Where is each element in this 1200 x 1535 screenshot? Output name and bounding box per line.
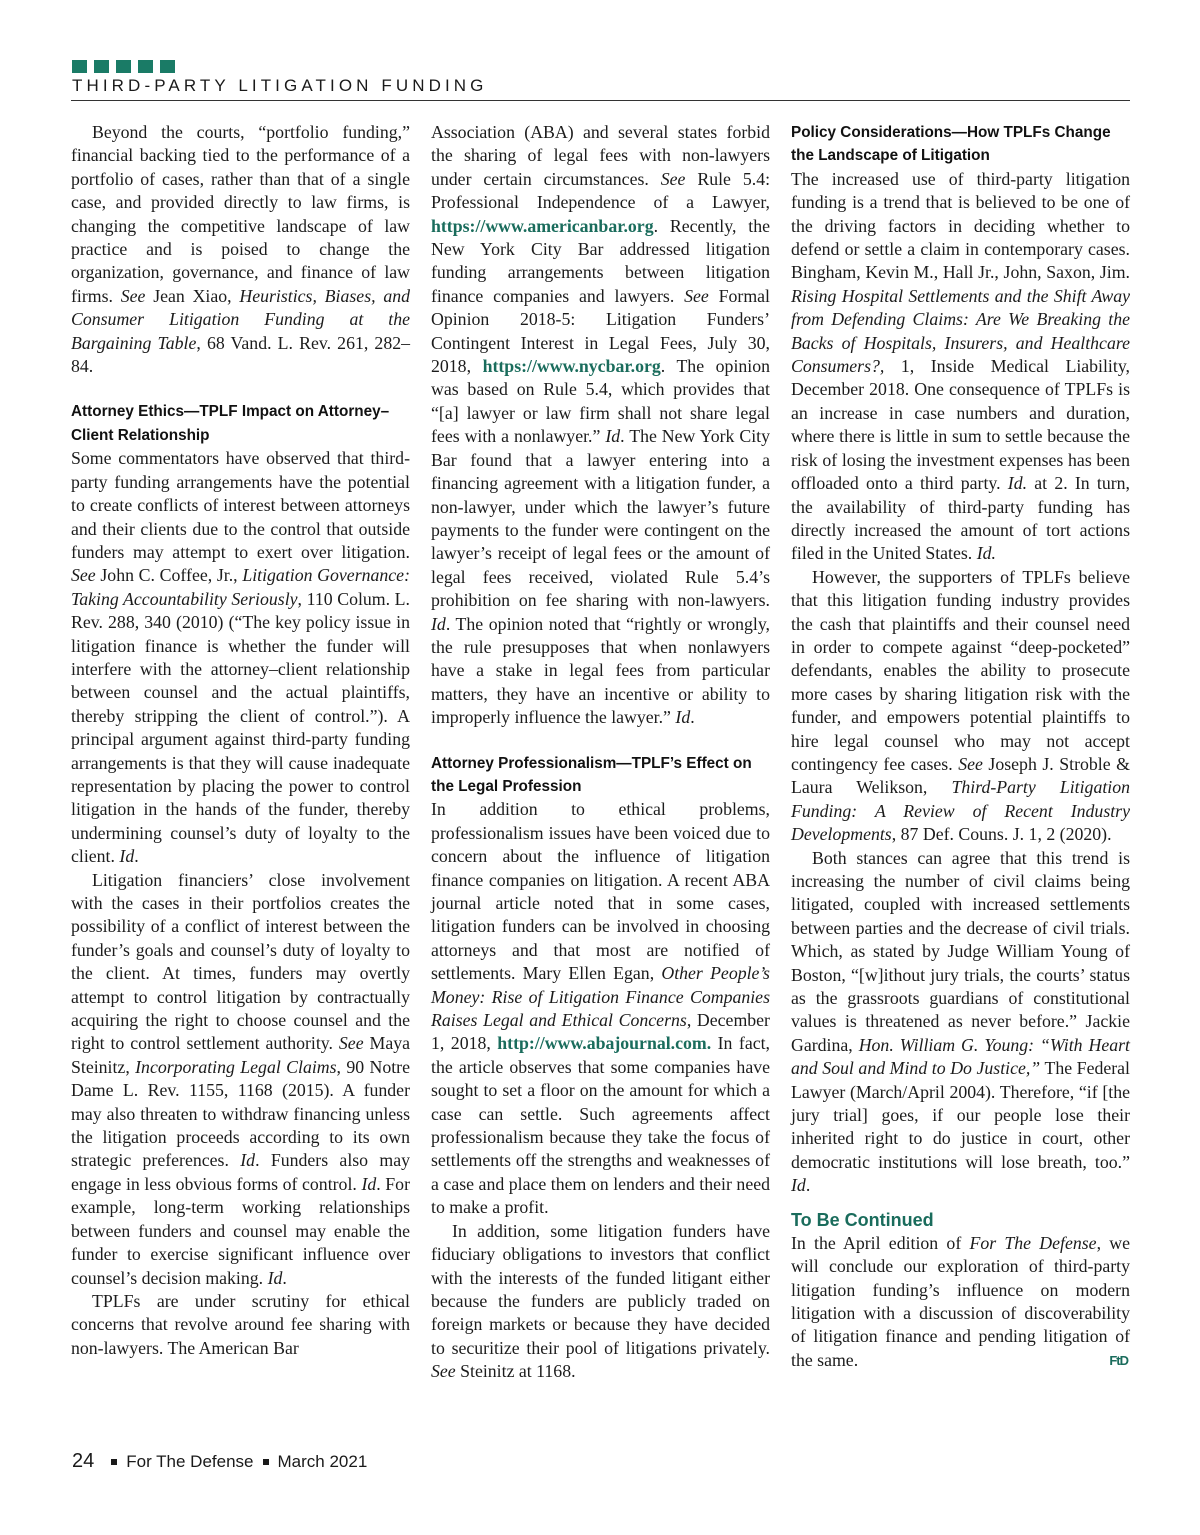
americanbar-link[interactable]: https://www.americanbar.org xyxy=(431,215,654,236)
section-title: THIRD-PARTY LITIGATION FUNDING xyxy=(72,76,488,95)
paragraph: Beyond the courts, “portfolio funding,” financial backing tied to the performance of a portfolio of cases, rather than that of a single case, and provided directly to law firms, is changing the competitive landscape of law practice and is poised to change the organization, governance, and finance of law firms. See Jean Xiao, Heuristics, Biases, and Consumer Litigation Funding at the Bargaining Table, 68 Vand. L. Rev. 261, 282–84. xyxy=(71,122,410,377)
paragraph: Both stances can agree that this trend is increasing the number of civil claims being litigated, coupled with increased settlements between parties and the decrease of civil trials. Which, as stated by Judge William Young of Boston, “[w]ithout jury trials, the courts’ status as the grassroots guardians of constitutional values is threatened as never before.” Jackie Gardina, Hon. William G. Young: “With Heart and Soul and Mind to Do Justice,” The Federal Lawyer (March/April 2004). Therefore, “if [the jury trial] goes, if our people lose their inherited right to do justice in court, other democratic institutions will lose breath, too.” Id. xyxy=(791,847,1130,1196)
publication-name: For The Defense xyxy=(126,1451,254,1471)
column-3 xyxy=(791,121,1130,1372)
to-be-continued-heading: To Be Continued xyxy=(791,1209,934,1230)
paragraph: The increased use of third-party litigation funding is a trend that is believed to be one of the driving factors in deciding whether to defend or settle a claim in contemporary cases. Bingham, Kevin M., Hall Jr., John, Saxon, Jim. Rising Hospital Settlements and the Shift Away from Defending Claims: Are We Breaking the Backs of Hospitals, Insurers, and Healthcare Consumers?, 1, Inside Medical Liability, December 2018. One consequence of TPLFs is an increase in case numbers and duration, where there is little in sum to settle because the risk of losing the investment expenses has been offloaded onto a third party. Id. at 2. In turn, the availability of third-party funding has directly increased the amount of tort actions filed in the United States. Id. xyxy=(791,168,1130,564)
nycbar-link[interactable]: https://www.nycbar.org xyxy=(482,356,661,377)
page-footer xyxy=(72,1450,367,1473)
section-marker-squares xyxy=(72,60,175,73)
bullet-icon xyxy=(111,1459,117,1465)
paragraph: TPLFs are under scrutiny for ethical concerns that revolve around fee sharing with non-lawyers. The American Bar xyxy=(71,1290,410,1358)
column-1 xyxy=(71,121,410,1360)
page-number: 24 xyxy=(72,1450,95,1472)
abajournal-link[interactable]: http://www.abajournal.com. xyxy=(497,1033,712,1054)
paragraph: In addition, some litigation funders have fiduciary obligations to investors that conflict with the interests of the funded litigant either because the funders are publicly traded on foreign markets or because they have decided to securitize their pool of litigations privately. See Steinitz at 1168. xyxy=(431,1220,770,1382)
paragraph: Litigation financiers’ close involvement with the cases in their portfolios creates the possibility of a conflict of interest between the funder’s goals and counsel’s duty of loyalty to the client. At times, funders may overtly attempt to control litigation by contractually acquiring the right to choose counsel and the right to control settlement authority. See Maya Steinitz, Incorporating Legal Claims, 90 Notre Dame L. Rev. 1155, 1168 (2015). A funder may also threaten to withdraw financing unless the litigation proceeds according to its own strategic preferences. Id. Funders also may engage in less obvious forms of control. Id. For example, long-term working relationships between funders and counsel may enable the funder to exercise significant influence over counsel’s decision making. Id. xyxy=(71,869,411,1288)
column-2 xyxy=(431,121,770,1384)
section-heading: Attorney Ethics—TPLF Impact on Attorney–Client Relationship xyxy=(71,403,390,444)
paragraph: Some commentators have observed that third-party funding arrangements have the potential to create conflicts of interest between attorneys and their clients due to the control that outside funders may attempt to exert over litigation. See John C. Coffee, Jr., Litigation Governance: Taking Accountability Seriously, 110 Colum. L. Rev. 288, 340 (2010) (“The key policy issue in litigation finance is whether the funder will interfere with the attorney–client relationship between counsel and the actual plaintiffs, thereby stripping the client of control.”). A principal argument against third-party funding arrangements is that they will cause inadequate representation by placing the power to control litigation in the hands of the funder, thereby undermining counsel’s duty of loyalty to the client. Id. xyxy=(71,448,410,867)
paragraph: Association (ABA) and several states forbid the sharing of legal fees with non-lawyers under certain circumstances. See Rule 5.4: Professional Independence of a Lawyer, https://www.americanbar.org. Recently, the New York City Bar addressed litigation funding arrangements between litigation finance companies and lawyers. See Formal Opinion 2018-5: Litigation Funders’ Contingent Interest in Legal Fees, July 30, 2018, https://www.nycbar.org. The opinion was based on Rule 5.4, which provides that “[a] lawyer or law firm shall not share legal fees with a nonlawyer.” Id. The New York City Bar found that a lawyer entering into a financing agreement with a litigation funder, a non-lawyer, under which the lawyer’s future payments to the funder were contingent on the lawyer’s receipt of legal fees or the amount of legal fees received, violated Rule 5.4’s prohibition on fee sharing with non-lawyers. Id. The opinion noted that “rightly or wrongly, the rule presupposes that when nonlawyers have a stake in legal fees from particular matters, they have an incentive or ability to improperly influence the lawyer.” Id. xyxy=(431,122,771,728)
bullet-icon xyxy=(263,1459,269,1465)
header-rule xyxy=(71,100,1130,101)
section-heading: Attorney Professionalism—TPLF’s Effect on the Legal Profession xyxy=(431,754,752,795)
end-mark-logo-icon: FtD xyxy=(1109,1352,1128,1368)
issue-date: March 2021 xyxy=(277,1451,368,1471)
paragraph: In the April edition of For The Defense, we will conclude our exploration of third-party litigation funding’s influence on modern litigation with a discussion of discoverability of litigation finance and pending litigation of the same. FtD xyxy=(791,1232,1130,1372)
paragraph: In addition to ethical problems, professionalism issues have been voiced due to concern about the influence of litigation finance companies on litigation. A recent ABA journal article noted that in some cases, litigation funders can be involved in choosing attorneys and that most are notified of settlements. Mary Ellen Egan, Other People’s Money: Rise of Litigation Finance Companies Raises Legal and Ethical Concerns, December 1, 2018, http://www.abajournal.com. In fact, the article observes that some companies have sought to set a floor on the amount for which a case can settle. Such agreements affect professionalism because they take the focus of settlements off the strengths and weaknesses of a case and place them on lenders and their need to make a profit. xyxy=(431,799,771,1218)
section-heading: Policy Considerations—How TPLFs Change the Landscape of Litigation xyxy=(791,124,1111,165)
paragraph: However, the supporters of TPLFs believe that this litigation funding industry provides the cash that plaintiffs and their counsel need in order to compete against “deep-pocketed” defendants, enables the ability to prosecute more cases by sharing litigation risk with the funder, and empowers potential plaintiffs to hire legal counsel who may not accept contingency fee cases. See Joseph J. Stroble & Laura Welikson, Third-Party Litigation Funding: A Review of Recent Industry Developments, 87 Def. Couns. J. 1, 2 (2020). xyxy=(791,566,1131,845)
